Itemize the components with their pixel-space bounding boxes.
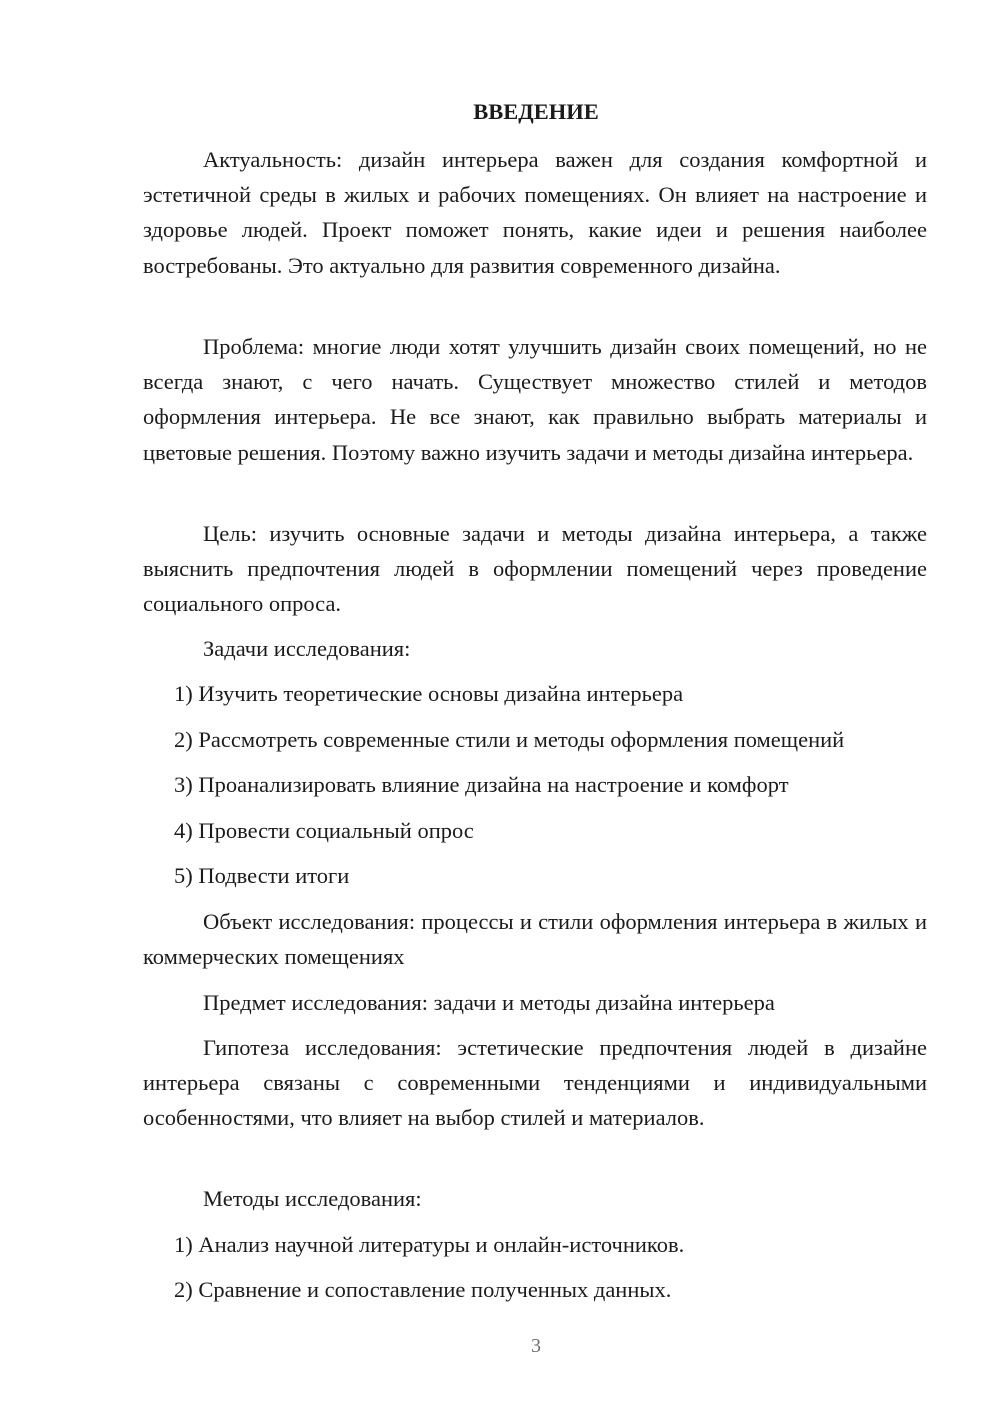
tasks-heading: Задачи исследования: [203, 636, 411, 661]
methods-heading: Методы исследования: [203, 1186, 422, 1211]
subject-line: Предмет исследования: задачи и методы дизайна интерьера [203, 990, 775, 1015]
method-item-1: 1) Анализ научной литературы и онлайн-источников. [174, 1232, 685, 1257]
problem-paragraph: Проблема: многие люди хотят улучшить дизайн своих помещений, но не всегда знают, с чего начать. Существует множество стилей и методов оформления интерьера. Не все знают, как правильно выбрать материалы и цветовые решения. Поэтому важно изучить задачи и методы дизайна интерьера. [143, 334, 927, 465]
hypothesis-paragraph: Гипотеза исследования: эстетические предпочтения людей в дизайне интерьера связаны с современными тенденциями и индивидуальными особенностями, что влияет на выбор стилей и материалов. [143, 1035, 927, 1131]
method-item-2: 2) Сравнение и сопоставление полученных данных. [174, 1277, 672, 1302]
object-paragraph: Объект исследования: процессы и стили оформления интерьера в жилых и коммерческих помещениях [143, 909, 927, 970]
task-item-3: 3) Проанализировать влияние дизайна на настроение и комфорт [174, 772, 789, 797]
task-item-2: 2) Рассмотреть современные стили и методы оформления помещений [174, 727, 845, 752]
page-title: ВВЕДЕНИЕ [473, 99, 599, 124]
task-item-4: 4) Провести социальный опрос [174, 818, 474, 843]
task-item-1: 1) Изучить теоретические основы дизайна интерьера [174, 681, 684, 706]
task-item-5: 5) Подвести итоги [174, 863, 350, 888]
goal-paragraph: Цель: изучить основные задачи и методы дизайна интерьера, а также выяснить предпочтения людей в оформлении помещений через проведение социального опроса. [143, 521, 927, 617]
relevance-paragraph: Актуальность: дизайн интерьера важен для создания комфортной и эстетичной среды в жилых и рабочих помещениях. Он влияет на настроение и здоровье людей. Проект поможет понять, какие идеи и решения наиболее востребованы. Это актуально для развития современного дизайна. [143, 147, 927, 278]
page-number: 3 [531, 1335, 541, 1357]
